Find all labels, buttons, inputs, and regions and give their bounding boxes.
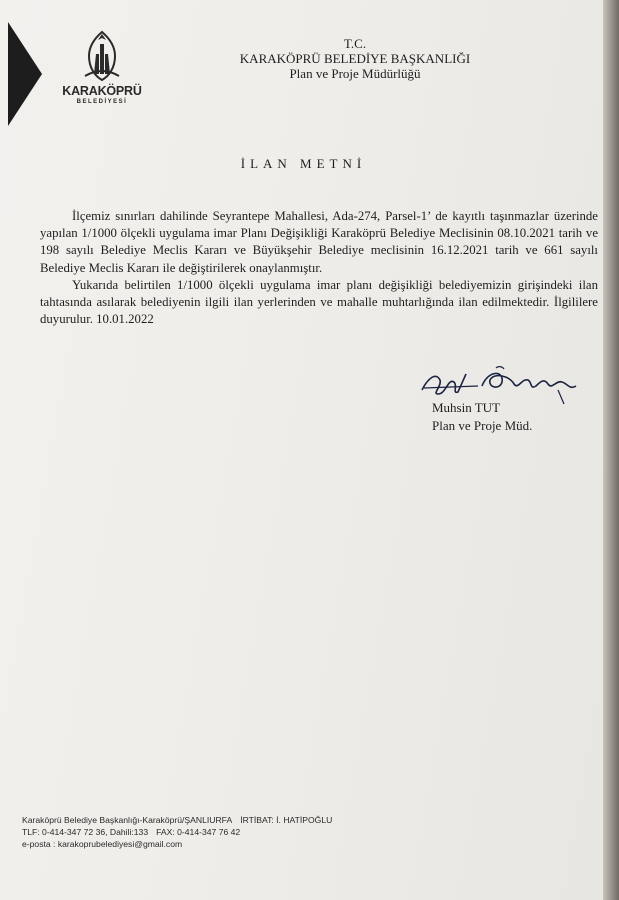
letterhead-line-1: T.C. <box>343 36 367 51</box>
corner-triangle-mark <box>8 22 42 126</box>
footer-address: Karaköprü Belediye Başkanlığı-Karaköprü/ŞANLIURFA <box>22 815 233 825</box>
document-body <box>40 208 598 328</box>
logo-name: KARAKÖPRÜ <box>62 84 142 98</box>
footer-line-2 <box>22 826 582 838</box>
footer-contact <box>22 814 582 850</box>
letterhead-line-2: KARAKÖPRÜ BELEDİYE BAŞKANLIĞI <box>239 51 471 66</box>
footer-line-1 <box>22 814 582 826</box>
handwritten-signature <box>418 360 588 405</box>
page-edge-shadow <box>603 0 619 900</box>
footer-fax: FAX: 0-414-347 76 42 <box>156 827 241 837</box>
footer-email: e-posta : karakoprubelediyesi@gmail.com <box>22 839 183 849</box>
letterhead-line-3: Plan ve Proje Müdürlüğü <box>289 66 421 81</box>
municipality-logo <box>62 30 142 120</box>
letterhead <box>200 36 510 81</box>
logo-emblem-icon <box>77 30 127 82</box>
footer-phone: TLF: 0-414-347 72 36, Dahili:133 <box>22 827 149 837</box>
logo-subtitle: BELEDİYESİ <box>76 99 128 105</box>
document-title: İLAN METNİ <box>240 156 367 171</box>
signatory-title: Plan ve Proje Müd. <box>432 418 533 433</box>
body-paragraph-2: Yukarıda belirtilen 1/1000 ölçekli uygulama imar planı değişikliği belediyemizin girişindeki ilan tahtasında asılarak belediyenin ilgili ilan yerlerinden ve mahalle muhtarlığında ilan edilmektedir. İlgililere duyurulur. 10.01.2022 <box>40 277 598 327</box>
signatory-name: Muhsin TUT <box>432 400 501 415</box>
body-paragraph-1: İlçemiz sınırları dahilinde Seyrantepe Mahallesi, Ada-274, Parsel-1’ de kayıtlı taşınmazlar üzerinde yapılan 1/1000 ölçekli uygulama imar Planı Değişikliği Karaköprü Belediye Meclisinin 08.10.2021 tarih ve 198 sayılı Belediye Meclis Kararı ve Büyükşehir Belediye meclisinin 16.12.2021 tarih ve 661 sayılı Belediye Meclis Kararı ile değiştirilerek onaylanmıştır. <box>40 209 598 275</box>
footer-contact-person: İRTİBAT: İ. HATİPOĞLU <box>240 815 333 825</box>
